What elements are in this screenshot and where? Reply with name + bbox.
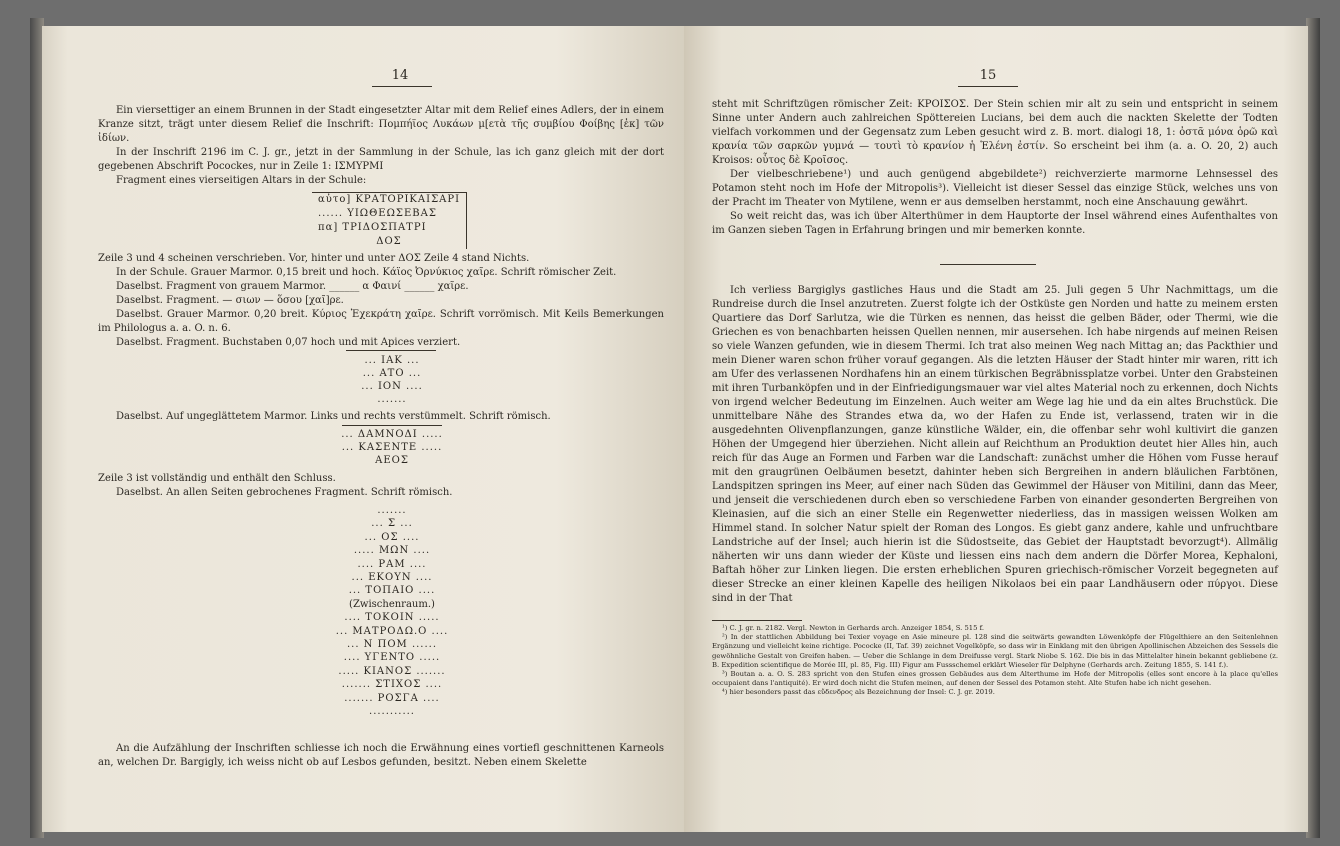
altar-inscription (312, 192, 467, 249)
inscription-line: ... ΙΟΝ .... (361, 381, 423, 392)
inscription-line: .... ΡΑΜ .... (357, 558, 427, 570)
footnote: ³) Boutan a. a. O. S. 283 spricht von den Stufen eines grossen Gebäudes aus dem Alterthume im Hofe der Mitropolis (elles sont encore à la place qu'elles occupaient dans l'antiquité). Er wird doch nicht die Stufen meinen, auf denen der Sessel des Potamon steht. Alte Stufen habe ich nicht gesehen. (712, 670, 1278, 688)
left-closing-text (98, 742, 664, 770)
inscription-line: ... Σ ... (371, 518, 413, 530)
book-cover-edge-right (1306, 18, 1320, 838)
inscription-line: ... ΜΑΤΡΟΔΩ.Ο .... (335, 625, 449, 637)
right-intro-text (712, 98, 1278, 238)
inscription-line: ....... ΡΟΣΓΑ .... (344, 692, 440, 704)
fragment-rule (342, 425, 442, 426)
fragment-rule (346, 350, 436, 351)
inscription-line: ....... (377, 394, 407, 405)
left-page (42, 26, 684, 832)
paragraph: Ein viersettiger an einem Brunnen in der Stadt eingesetzter Altar mit dem Relief eines Adlers, der in einem Kranze sitzt, trägt unter diesem Relief die Inschrift: Πομπήϊος Λυκάων μ[ετὰ τῆς συμβίου Φοίβης [ἐκ] τῶν ἰδίων. (98, 105, 664, 144)
paragraph: steht mit Schriftzügen römischer Zeit: ΚΡΟΙΣΟΣ. Der Stein schien mir alt zu sein und entspricht in seinem Sinne unter Andern auch zahlreichen Spöttereien Lucians, bei dem auch die nackten Skelette der Todten vielfach vorkommen und der Gegensatz zum Leben gesucht wird z. B. mort. dialogi 18, 1: ὀστᾶ μόνα ὁρῶ καὶ κρανία τῶν σαρκῶν γυμνά — τουτὶ τὸ κρανίον ἡ Ἑλένη ἐστίν. So erscheint bei ihm (a. a. O. 20, 2) auch Kroisos: οὗτος δὲ Κροῖσος. (712, 99, 1278, 166)
inscription-line: ..... ΜΩΝ .... (353, 545, 431, 557)
inscription-line: ... ΑΤΟ ... (362, 368, 422, 379)
inscription-line: .... ΥΓΕΝΤΟ ..... (343, 652, 441, 664)
paragraph: Daselbst. Auf ungeglättetem Marmor. Links und rechts verstümmelt. Schrift römisch. (116, 411, 551, 422)
inscription-line: ... ΔΑΜΝΟΔΙ ..... (341, 429, 443, 440)
footnote: ²) In der stattlichen Abbildung bei Texier voyage en Asie mineure pl. 128 sind die seitwärts gewandten Löwenköpfe der Flügelthiere an den Seitenlehnen Ergänzung und vielleicht keine richtige. Pococke (II, Taf. 39) zeichnet Vogelköpfe, so dass wir in Einklang mit den übrigen Apollinischen Abzeichen des Sessels die gewöhnliche Gestalt von Greifen haben. — Ueber die Schlange in dem Dreifusse vergl. Stark Niobe S. 162. Die bis in das Mittelalter hinein bekannt gebliebene (z. B. Expedition scientifique de Morée III, pl. 85, Fig. III) Figur am Fussschemel erklärt Wieseler für Delphyne (Gerhards arch. Zeitung 1855, S. 141 f.). (712, 633, 1278, 669)
left-frag3-text (98, 472, 664, 500)
footnote: ⁴) hier besonders passt das εὔδενδρος als Bezeichnung der Insel: C. J. gr. 2019. (722, 688, 995, 697)
inscription-line: ... Ν ΠΟΜ ...... (346, 639, 438, 651)
inscription-line: ... ΤΟΠΑΙΟ .... (348, 585, 436, 597)
page-number-rule-right (958, 86, 1018, 87)
paragraph: In der Schule. Grauer Marmor. 0,15 breit und hoch. Κάϊος Ὀρνύκιος χαῖρε. Schrift römischer Zeit. (116, 267, 617, 278)
right-page (684, 26, 1308, 832)
inscription-line: ....... ΣΤΙΧΟΣ .... (341, 679, 443, 691)
paragraph: Daselbst. Fragment. — σιων — ὅσου [χαῖ]ρε. (116, 295, 344, 306)
paragraph: Der vielbeschriebene¹) und auch genügend abgebildete²) reichverzierte marmorne Lehnsessel des Potamon steht noch im Hofe der Mitropolis³). Vielleicht ist dieser Sessel das einzige Stück, welches uns von der Pracht im Theater von Mytilene, wenn er aus demselben herstammt, noch eine Anschauung gewährt. (712, 169, 1278, 208)
inscription-line: ........... (369, 706, 415, 718)
inscription-line: ... ΚΑΣΕΝΤΕ ..... (341, 442, 443, 453)
paragraph: Daselbst. Fragment von grauem Marmor. ______ α Φαινί ______ χαῖρε. (116, 281, 469, 292)
page-number-left: 14 (391, 68, 409, 83)
fragment-3 (292, 504, 492, 719)
inscription-line: πα] ΤΡΙΔΟΣΠΑΤΡΙ (318, 222, 427, 233)
paragraph: Daselbst. An allen Seiten gebrochenes Fragment. Schrift römisch. (116, 487, 453, 498)
left-intro-text (98, 104, 664, 188)
paragraph: So weit reicht das, was ich über Alterthümer in dem Hauptorte der Insel während eines Aufenthaltes von im Ganzen sieben Tagen in Erfahrung bringen und mir bemerken konnte. (712, 211, 1278, 236)
fragment-2 (302, 428, 482, 467)
inscription-line: ... ΙΑΚ ... (364, 355, 420, 366)
paragraph: Daselbst. Grauer Marmor. 0,20 breit. Κύριος Ἐχεκράτη χαῖρε. Schrift vorrömisch. Mit Keils Bemerkungen im Philologus a. a. O. n. 6. (98, 309, 664, 334)
inscription-line: ....... (377, 505, 407, 516)
section-divider (940, 264, 1036, 265)
fragment-1 (312, 354, 472, 406)
inscription-line: .... ΤΟΚΟΙΝ ..... (344, 612, 440, 624)
paragraph: Zeile 3 ist vollständig und enthält den Schluss. (98, 473, 336, 484)
right-main-text (712, 284, 1278, 606)
inscription-line: ..... ΚΙΑΝΟΣ ....... (338, 665, 446, 677)
paragraph: Fragment eines vierseitigen Altars in der Schule: (116, 175, 367, 186)
inscription-line: ΔΟΣ (376, 236, 402, 247)
paragraph: Daselbst. Fragment. Buchstaben 0,07 hoch und mit Apices verziert. (116, 337, 461, 348)
paragraph: Ich verliess Bargiglys gastliches Haus und die Stadt am 25. Juli gegen 5 Uhr Nachmittags, um die Rundreise durch die Insel anzutreten. Zuerst folgte ich der Ostküste gen Norden und hatte zu meinem ersten Quartiere das Dorf Sarlutza, wie die Türken es nennen, das heisst die gelben Bäder, oder Thermi, wie die Griechen es von benachbarten heissen Quellen nennen, mir ausersehen. Ich habe nirgends auf meinen Reisen so viele Wanzen gefunden, wie in diesem Thermi. Ich trat also meinen Weg nach Mittag an; das Packthier und mein Diener waren schon früher vorauf gegangen. Als die letzten Häuser der Stadt hinter mir waren, ritt ich am Ufer des verlassenen Nordhafens hin an einem türkischen Begräbnissplatze vorbei. Unter den Grabsteinen mit ihren Turbanköpfen und in der Einfriedigungsmauer war viel altes Material noch zu erkennen, doch Nichts von irgend welcher Bedeutung im Einzelnen. Auch weiter am Wege lag hie und da ein altes Bruchstück. Die unmittelbare Nähe des Strandes etwa da, wo der Hafen zu Ende ist, verlassend, traten wir in die ausgedehnten Olivenpflanzungen, ganze künstliche Wälder, ein, die offenbar sehr wohl kultivirt die ganzen Höhen der Umgegend hier überziehen. Nicht allein auf Reichthum an Produktion deutet hier Alles hin, auch reich für das Auge an Formen und Farben war die Landschaft: zunächst umher die Höhen vom Fusse herauf mit den graugrünen Oelbäumen besetzt, dahinter heben sich Bergreihen in andern bläulichen Farbtönen, Landspitzen springen ins Meer, auf einer nach Süden das Gewimmel der Häuser von Mitilini, dann das Meer, und jenseit die verschiedenen durch eben so verschiedene Farben von einander gesonderten Bergreihen von Kleinasien, auf die sich an einer Stelle ein Regenwetter niederliess, das in massigen weissen Wolken am Himmel stand. In solcher Natur spielt der Roman des Longos. Es giebt ganz andere, kahle und unfruchtbare Landstriche auf der Insel; auch hierin ist die Südostseite, das Gebiet der Hauptstadt bevorzugt⁴). Allmälig näherten wir uns dann wieder der Küste und liessen eins nach dem andern die Dörfer Morea, Kephaloni, Baftah höher zur Linken liegen. Die ersten erheblichen Spuren griechisch-römischer Vorzeit begegneten auf dieser Strecke an einer kleinen Kapelle des heiligen Nikolaos bei ein paar Landhäusern oder πύργοι. Diese sind in der That (712, 285, 1278, 604)
inscription-line: ... ΕΚΟΥΝ .... (351, 572, 433, 584)
paragraph: In der Inschrift 2196 im C. J. gr., jetzt in der Sammlung in der Schule, las ich ganz gleich mit der dort gegebenen Abschrift Pocockes, nur in Zeile 1: ΙΣΜΥΡΜΙ (98, 147, 664, 172)
left-mid-text (98, 252, 664, 350)
page-number-right: 15 (979, 68, 997, 83)
page-number-rule-left (372, 86, 432, 87)
inscription-line: (Zwischenraum.) (349, 598, 435, 610)
left-links-text (98, 410, 664, 424)
inscription-line: ... ΟΣ .... (364, 531, 420, 543)
paragraph: An die Aufzählung der Inschriften schliesse ich noch die Erwähnung eines vortiefl geschnittenen Karneols an, welchen Dr. Bargigly, ich weiss nicht ob auf Lesbos gefunden, besitzt. Neben einem Skelette (98, 743, 664, 768)
footnotes (712, 624, 1278, 698)
footnote-rule (712, 620, 802, 621)
inscription-line: ...... ΥΙΩΘΕΩΣΕΒΑΣ (318, 208, 437, 219)
paragraph: Zeile 3 und 4 scheinen verschrieben. Vor, hinter und unter ΔΟΣ Zeile 4 stand Nichts. (98, 253, 530, 264)
book-spread (30, 18, 1320, 838)
footnote: ¹) C. J. gr. n. 2182. Vergl. Newton in Gerhards arch. Anzeiger 1854, S. 515 f. (722, 624, 985, 632)
inscription-line: ΑΕΟΣ (375, 455, 409, 466)
inscription-line: αὐτο] ΚΡΑΤΟΡΙΚΑΙΣΑΡΙ (318, 194, 461, 205)
